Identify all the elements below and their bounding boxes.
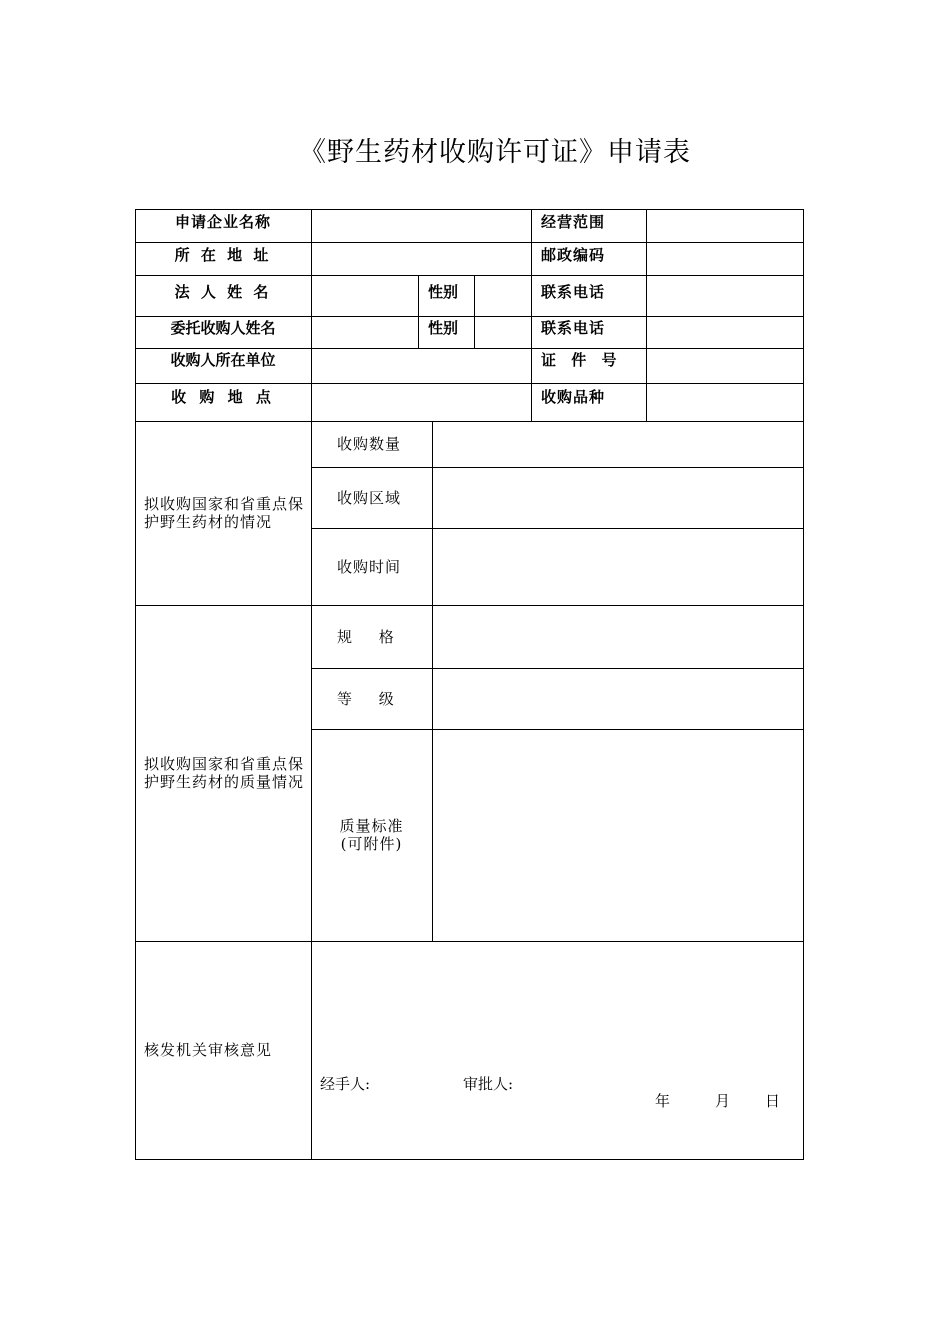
agent-unit-label-text: 收购人所在单位: [170, 351, 276, 369]
grade-label: 等 级: [311, 668, 433, 730]
address-field[interactable]: [311, 242, 532, 276]
business-scope-label: [531, 209, 647, 243]
agent-name-label-text: 委托收购人姓名: [170, 319, 276, 337]
business-scope-field[interactable]: [646, 209, 804, 243]
agent-gender-label-text: 性别: [428, 319, 459, 337]
id-number-label-text: 证 件 号: [541, 351, 622, 369]
business-scope-label-text: 经营范围: [541, 213, 606, 231]
legal-phone-label: [531, 275, 647, 317]
agent-unit-field[interactable]: [311, 348, 532, 384]
agent-phone-field[interactable]: [646, 316, 804, 349]
agent-gender-label: [418, 316, 475, 349]
quantity-label: 收购数量: [311, 421, 433, 468]
year-label: 年: [655, 1092, 671, 1110]
review-opinion-field[interactable]: [311, 941, 804, 1160]
agent-phone-label-text: 联系电话: [541, 319, 606, 337]
address-label: [135, 242, 312, 276]
quantity-field[interactable]: [432, 421, 804, 468]
legal-person-label: [135, 275, 312, 317]
id-number-label: [531, 348, 647, 384]
grade-field[interactable]: [432, 668, 804, 730]
postal-code-label-text: 邮政编码: [541, 246, 606, 264]
approver-label: 审批人:: [463, 1075, 514, 1093]
agent-unit-label: [135, 348, 312, 384]
situation-section-label: 拟收购国家和省重点保护野生药材的情况: [135, 421, 312, 606]
standard-field[interactable]: [432, 729, 804, 942]
legal-gender-field[interactable]: [474, 275, 532, 317]
review-section-label: 核发机关审核意见: [135, 941, 312, 1160]
variety-label: [531, 383, 647, 422]
variety-label-text: 收购品种: [541, 388, 606, 406]
standard-label-cell: [311, 729, 433, 942]
region-label: 收购区域: [311, 467, 433, 529]
agent-gender-field[interactable]: [474, 316, 532, 349]
legal-gender-label-text: 性别: [428, 283, 459, 301]
time-label: 收购时间: [311, 528, 433, 606]
legal-phone-label-text: 联系电话: [541, 283, 606, 301]
region-field[interactable]: [432, 467, 804, 529]
day-label: 日: [765, 1092, 781, 1110]
legal-person-field[interactable]: [311, 275, 419, 317]
standard-note: (可附件): [340, 835, 403, 853]
time-field[interactable]: [432, 528, 804, 606]
postal-code-field[interactable]: [646, 242, 804, 276]
company-name-label: [135, 209, 312, 243]
company-name-label-text: 申请企业名称: [174, 213, 271, 231]
legal-phone-field[interactable]: [646, 275, 804, 317]
agent-phone-label: [531, 316, 647, 349]
standard-label: 质量标准: [339, 817, 404, 835]
variety-field[interactable]: [646, 383, 804, 422]
location-label-text: 收 购 地 点: [171, 388, 275, 406]
agent-name-label: [135, 316, 312, 349]
id-number-field[interactable]: [646, 348, 804, 384]
handler-label: 经手人:: [320, 1075, 371, 1093]
company-name-field[interactable]: [311, 209, 532, 243]
location-field[interactable]: [311, 383, 532, 422]
quality-section-label: 拟收购国家和省重点保护野生药材的质量情况: [135, 605, 312, 942]
month-label: 月: [715, 1092, 731, 1110]
spec-label: 规 格: [311, 605, 433, 669]
postal-code-label: [531, 242, 647, 276]
location-label: [135, 383, 312, 422]
address-label-text: 所 在 地 址: [174, 246, 272, 264]
page-title: 《野生药材收购许可证》申请表: [299, 137, 691, 168]
agent-name-field[interactable]: [311, 316, 419, 349]
legal-gender-label: [418, 275, 475, 317]
spec-field[interactable]: [432, 605, 804, 669]
legal-person-label-text: 法 人 姓 名: [174, 283, 272, 301]
